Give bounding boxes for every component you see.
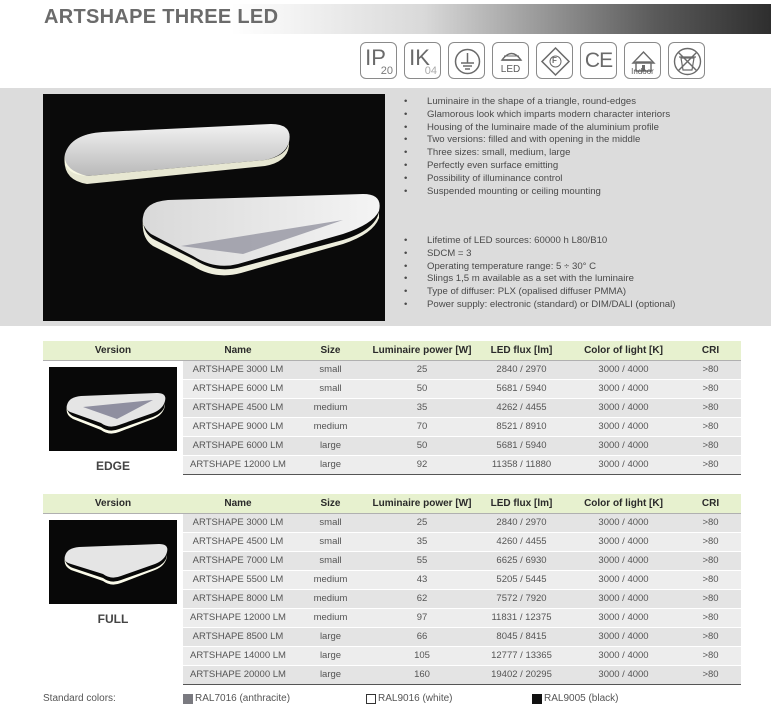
cell-name: ARTSHAPE 12000 LM (183, 455, 293, 474)
cell-size: medium (293, 570, 368, 589)
cell-flux: 5205 / 5445 (476, 570, 567, 589)
edge-photo (49, 367, 177, 451)
cell-cri: >80 (680, 646, 741, 665)
certification-icons (360, 42, 705, 80)
version-name: FULL (97, 611, 129, 626)
cell-size: large (293, 627, 368, 646)
cell-name: ARTSHAPE 9000 LM (183, 417, 293, 436)
cell-cri: >80 (680, 570, 741, 589)
col-version: Version (43, 341, 183, 360)
cell-cri: >80 (680, 589, 741, 608)
earth-class-icon (448, 42, 485, 79)
col-color: Color of light [K] (567, 494, 680, 513)
cell-color: 3000 / 4000 (567, 589, 680, 608)
spec-item: • Operating temperature range: 5 ÷ 30° C (404, 261, 675, 274)
cell-cri: >80 (680, 436, 741, 455)
led-icon (492, 42, 529, 79)
page-title: ARTSHAPE THREE LED (44, 6, 279, 28)
col-flux: LED flux [lm] (476, 494, 567, 513)
cell-flux: 11358 / 11880 (476, 455, 567, 474)
cell-cri: >80 (680, 551, 741, 570)
f-mark-icon (536, 42, 573, 79)
cell-flux: 6625 / 6930 (476, 551, 567, 570)
cell-name: ARTSHAPE 3000 LM (183, 360, 293, 379)
col-cri: CRI (680, 341, 741, 360)
cell-name: ARTSHAPE 7000 LM (183, 551, 293, 570)
col-color: Color of light [K] (567, 341, 680, 360)
cell-size: small (293, 379, 368, 398)
cell-name: ARTSHAPE 8500 LM (183, 627, 293, 646)
table-row (43, 513, 741, 532)
no-disposal-icon (668, 42, 705, 79)
feature-list (404, 96, 670, 198)
f-mark-letter: F (552, 56, 557, 65)
cell-flux: 8521 / 8910 (476, 417, 567, 436)
cell-flux: 5681 / 5940 (476, 379, 567, 398)
ce-mark-text: CE (584, 48, 613, 72)
ip-rating: 20 (380, 65, 393, 77)
full-photo (49, 520, 177, 604)
cell-size: medium (293, 589, 368, 608)
cell-name: ARTSHAPE 4500 LM (183, 398, 293, 417)
cell-cri: >80 (680, 379, 741, 398)
cell-color: 3000 / 4000 (567, 532, 680, 551)
cell-flux: 2840 / 2970 (476, 360, 567, 379)
cell-size: large (293, 436, 368, 455)
cell-flux: 5681 / 5940 (476, 436, 567, 455)
indoor-icon (624, 42, 661, 79)
cell-size: small (293, 513, 368, 532)
cell-color: 3000 / 4000 (567, 608, 680, 627)
col-power: Luminaire power [W] (368, 494, 476, 513)
swatch-white (366, 694, 376, 704)
feature-item: • Two versions: filled and with opening in the middle (404, 134, 670, 147)
cell-color: 3000 / 4000 (567, 570, 680, 589)
cell-power: 35 (368, 532, 476, 551)
cell-power: 97 (368, 608, 476, 627)
feature-item: • Three sizes: small, medium, large (404, 147, 670, 160)
col-name: Name (183, 341, 293, 360)
feature-item: • Luminaire in the shape of a triangle, round-edges (404, 96, 670, 109)
cell-cri: >80 (680, 360, 741, 379)
cell-cri: >80 (680, 608, 741, 627)
cell-name: ARTSHAPE 3000 LM (183, 513, 293, 532)
led-label: LED (500, 64, 521, 75)
cell-power: 25 (368, 360, 476, 379)
col-size: Size (293, 341, 368, 360)
cell-flux: 8045 / 8415 (476, 627, 567, 646)
color-white (366, 693, 532, 704)
version-cell (43, 513, 183, 684)
cell-flux: 19402 / 20295 (476, 665, 567, 684)
cell-flux: 4262 / 4455 (476, 398, 567, 417)
spec-list (404, 235, 675, 312)
cell-power: 160 (368, 665, 476, 684)
spec-item: • SDCM = 3 (404, 248, 675, 261)
swatch-anthracite (183, 694, 193, 704)
cell-name: ARTSHAPE 8000 LM (183, 589, 293, 608)
cell-power: 43 (368, 570, 476, 589)
cell-power: 70 (368, 417, 476, 436)
color-anthracite-label: RAL7016 (anthracite) (195, 693, 291, 704)
cell-size: medium (293, 398, 368, 417)
indoor-label: Indoor (631, 67, 654, 76)
col-cri: CRI (680, 494, 741, 513)
version-name: EDGE (95, 458, 130, 473)
cell-color: 3000 / 4000 (567, 627, 680, 646)
cell-flux: 2840 / 2970 (476, 513, 567, 532)
cell-color: 3000 / 4000 (567, 360, 680, 379)
product-photo (43, 94, 385, 321)
cell-cri: >80 (680, 627, 741, 646)
color-black (532, 693, 618, 704)
cell-name: ARTSHAPE 12000 LM (183, 608, 293, 627)
cell-size: medium (293, 417, 368, 436)
ce-mark-icon (580, 42, 617, 79)
feature-item: • Glamorous look which imparts modern character interiors (404, 109, 670, 122)
col-power: Luminaire power [W] (368, 341, 476, 360)
cell-power: 50 (368, 379, 476, 398)
cell-size: small (293, 551, 368, 570)
cell-color: 3000 / 4000 (567, 513, 680, 532)
table-header-row (43, 341, 741, 360)
cell-cri: >80 (680, 398, 741, 417)
cell-size: large (293, 455, 368, 474)
cell-color: 3000 / 4000 (567, 398, 680, 417)
cell-flux: 7572 / 7920 (476, 589, 567, 608)
cell-cri: >80 (680, 665, 741, 684)
cell-size: large (293, 646, 368, 665)
color-black-label: RAL9005 (black) (544, 693, 619, 704)
spec-item: • Type of diffuser: PLX (opalised diffuser PMMA) (404, 286, 675, 299)
table-row (43, 360, 741, 379)
cell-flux: 12777 / 13365 (476, 646, 567, 665)
spec-item: • Lifetime of LED sources: 60000 h L80/B10 (404, 235, 675, 248)
cell-name: ARTSHAPE 4500 LM (183, 532, 293, 551)
cell-power: 62 (368, 589, 476, 608)
cell-color: 3000 / 4000 (567, 379, 680, 398)
cell-cri: >80 (680, 532, 741, 551)
cell-name: ARTSHAPE 14000 LM (183, 646, 293, 665)
feature-item: • Suspended mounting or ceiling mounting (404, 186, 670, 199)
cell-flux: 4260 / 4455 (476, 532, 567, 551)
cell-power: 25 (368, 513, 476, 532)
col-name: Name (183, 494, 293, 513)
col-version: Version (43, 494, 183, 513)
cell-power: 92 (368, 455, 476, 474)
feature-item: • Possibility of illuminance control (404, 173, 670, 186)
full-table (43, 494, 741, 685)
cell-color: 3000 / 4000 (567, 646, 680, 665)
edge-table (43, 341, 741, 475)
cell-color: 3000 / 4000 (567, 455, 680, 474)
cell-name: ARTSHAPE 5500 LM (183, 570, 293, 589)
standard-colors-label: Standard colors: (43, 693, 116, 704)
cell-cri: >80 (680, 455, 741, 474)
cell-color: 3000 / 4000 (567, 436, 680, 455)
cell-power: 66 (368, 627, 476, 646)
feature-item: • Perfectly even surface emitting (404, 160, 670, 173)
cell-size: small (293, 360, 368, 379)
cell-size: medium (293, 608, 368, 627)
swatch-black (532, 694, 542, 704)
col-flux: LED flux [lm] (476, 341, 567, 360)
cell-cri: >80 (680, 513, 741, 532)
cell-color: 3000 / 4000 (567, 665, 680, 684)
cell-cri: >80 (680, 417, 741, 436)
cell-size: large (293, 665, 368, 684)
ik04-icon (404, 42, 441, 79)
color-white-label: RAL9016 (white) (378, 693, 453, 704)
cell-size: small (293, 532, 368, 551)
cell-power: 50 (368, 436, 476, 455)
ip-label: IP (365, 44, 386, 70)
spec-item: • Slings 1,5 m available as a set with the luminaire (404, 273, 675, 286)
feature-item: • Housing of the luminaire made of the aluminium profile (404, 122, 670, 135)
ik-rating: 04 (424, 65, 437, 77)
standard-colors (43, 693, 618, 704)
table-header-row (43, 494, 741, 513)
ip20-icon (360, 42, 397, 79)
col-size: Size (293, 494, 368, 513)
ik-label: IK (409, 44, 430, 70)
cell-color: 3000 / 4000 (567, 551, 680, 570)
cell-power: 105 (368, 646, 476, 665)
cell-name: ARTSHAPE 20000 LM (183, 665, 293, 684)
cell-power: 35 (368, 398, 476, 417)
version-cell (43, 360, 183, 474)
cell-power: 55 (368, 551, 476, 570)
cell-name: ARTSHAPE 6000 LM (183, 379, 293, 398)
cell-flux: 11831 / 12375 (476, 608, 567, 627)
cell-color: 3000 / 4000 (567, 417, 680, 436)
cell-name: ARTSHAPE 6000 LM (183, 436, 293, 455)
color-anthracite (183, 693, 366, 704)
spec-item: • Power supply: electronic (standard) or DIM/DALI (optional) (404, 299, 675, 312)
